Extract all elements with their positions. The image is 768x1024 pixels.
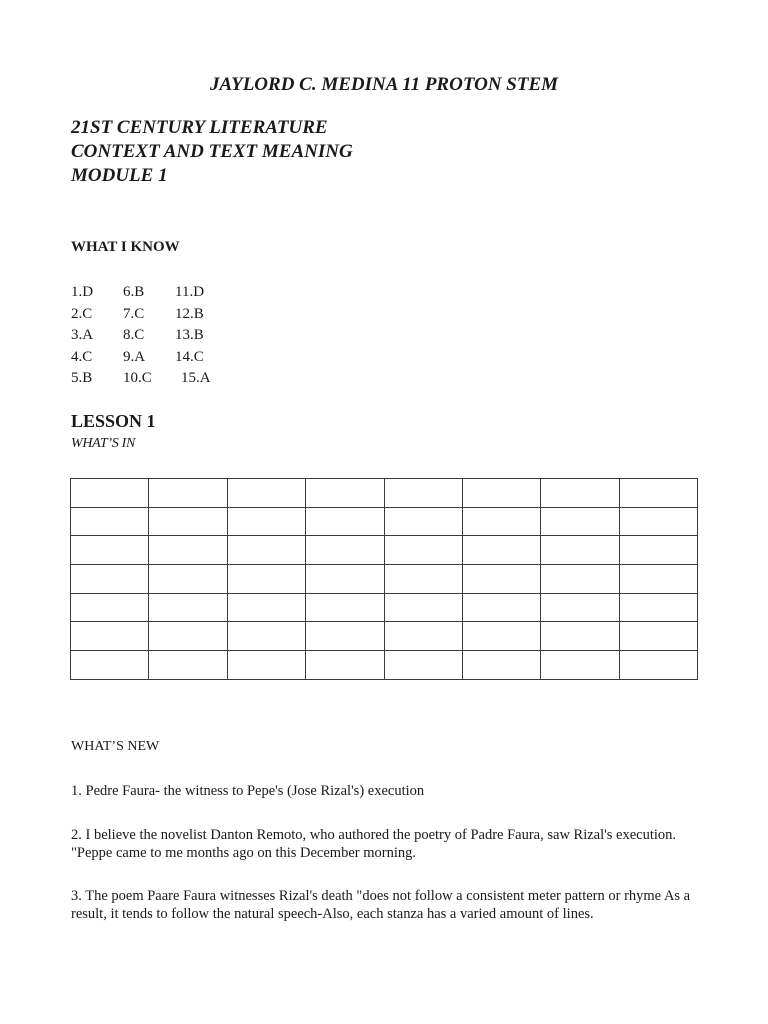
table-cell [384,536,462,565]
answer-item: 14.C [175,348,204,365]
answer-item: 6.B [123,284,145,300]
table-cell [227,593,305,622]
answer-item: 12.B [175,305,204,322]
table-cell [149,622,227,651]
table-row [71,593,698,622]
table-cell [149,593,227,622]
table-row [71,622,698,651]
table-cell [71,651,149,680]
whats-new-item: 3. The poem Paare Faura witnesses Rizal's death "does not follow a consistent meter pattern or rhyme As a result, it tends to follow the natural speech-Also, each stanza has a varied amount of lines. [71,888,691,922]
answer-item: 9.A [123,348,146,365]
table-cell [306,622,384,651]
answer-item: 11.D [175,284,205,300]
table-cell [619,565,697,594]
lesson-heading: LESSON 1 [71,411,156,431]
table-cell [149,536,227,565]
answer-item: 10.C [123,370,152,386]
table-cell [227,565,305,594]
table-row [71,651,698,680]
answer-row [71,347,211,369]
table-cell [619,507,697,536]
table-cell [462,479,540,508]
table-cell [541,593,619,622]
table-cell [71,479,149,508]
table-cell [149,565,227,594]
table-cell [384,565,462,594]
answer-key [71,282,211,390]
table-cell [384,479,462,508]
table-cell [306,536,384,565]
table-cell [619,622,697,651]
table-cell [462,593,540,622]
table-cell [306,593,384,622]
table-row [71,536,698,565]
table-cell [227,507,305,536]
answer-row [71,325,211,347]
table-cell [384,507,462,536]
answer-item: 1.D [71,284,94,300]
answer-item: 4.C [71,348,93,365]
what-i-know-heading: WHAT I KNOW [71,239,180,255]
whats-new-item: 2. I believe the novelist Danton Remoto, who authored the poetry of Padre Faura, saw Rizal's execution. "Peppe came to me months ago on this December morning. [71,827,677,861]
table-cell [384,593,462,622]
table-cell [306,651,384,680]
table-cell [619,536,697,565]
answer-item: 15.A [181,370,211,386]
table-cell [71,622,149,651]
answer-item: 13.B [175,327,204,343]
table-cell [306,479,384,508]
course-block [71,116,353,188]
table-cell [619,479,697,508]
table-cell [306,565,384,594]
table-cell [306,507,384,536]
answer-item: 7.C [123,305,145,322]
answer-row [71,304,211,326]
table-cell [149,507,227,536]
table-row [71,507,698,536]
table-cell [384,651,462,680]
table-cell [227,622,305,651]
answer-item: 8.C [123,327,145,343]
table-cell [149,651,227,680]
document-title: JAYLORD C. MEDINA 11 PROTON STEM [209,74,559,95]
table-cell [541,479,619,508]
table-cell [541,507,619,536]
table-cell [71,507,149,536]
table-row [71,565,698,594]
table-cell [227,651,305,680]
blank-grid-table [70,478,698,680]
table-cell [71,536,149,565]
module-label: MODULE 1 [71,165,168,186]
whats-new-item: 1. Pedre Faura- the witness to Pepe's (Jose Rizal's) execution [71,783,425,799]
table-cell [71,593,149,622]
answer-row [71,368,211,390]
table-cell [462,651,540,680]
table-cell [227,536,305,565]
table-cell [462,507,540,536]
table-cell [227,479,305,508]
table-row [71,479,698,508]
table-cell [462,536,540,565]
course-title: 21ST CENTURY LITERATURE [71,117,328,138]
answer-item: 3.A [71,327,94,343]
table-cell [541,651,619,680]
table-cell [541,565,619,594]
table-cell [149,479,227,508]
table-cell [619,651,697,680]
table-cell [541,536,619,565]
answer-item: 2.C [71,305,93,322]
course-subtitle: CONTEXT AND TEXT MEANING [71,141,353,162]
table-cell [71,565,149,594]
table-cell [462,565,540,594]
table-cell [541,622,619,651]
table-cell [384,622,462,651]
answer-item: 5.B [71,370,93,386]
answer-row [71,282,211,304]
table-cell [619,593,697,622]
whats-in-heading: WHAT’S IN [71,436,136,451]
whats-new-heading: WHAT’S NEW [71,739,160,754]
table-cell [462,622,540,651]
